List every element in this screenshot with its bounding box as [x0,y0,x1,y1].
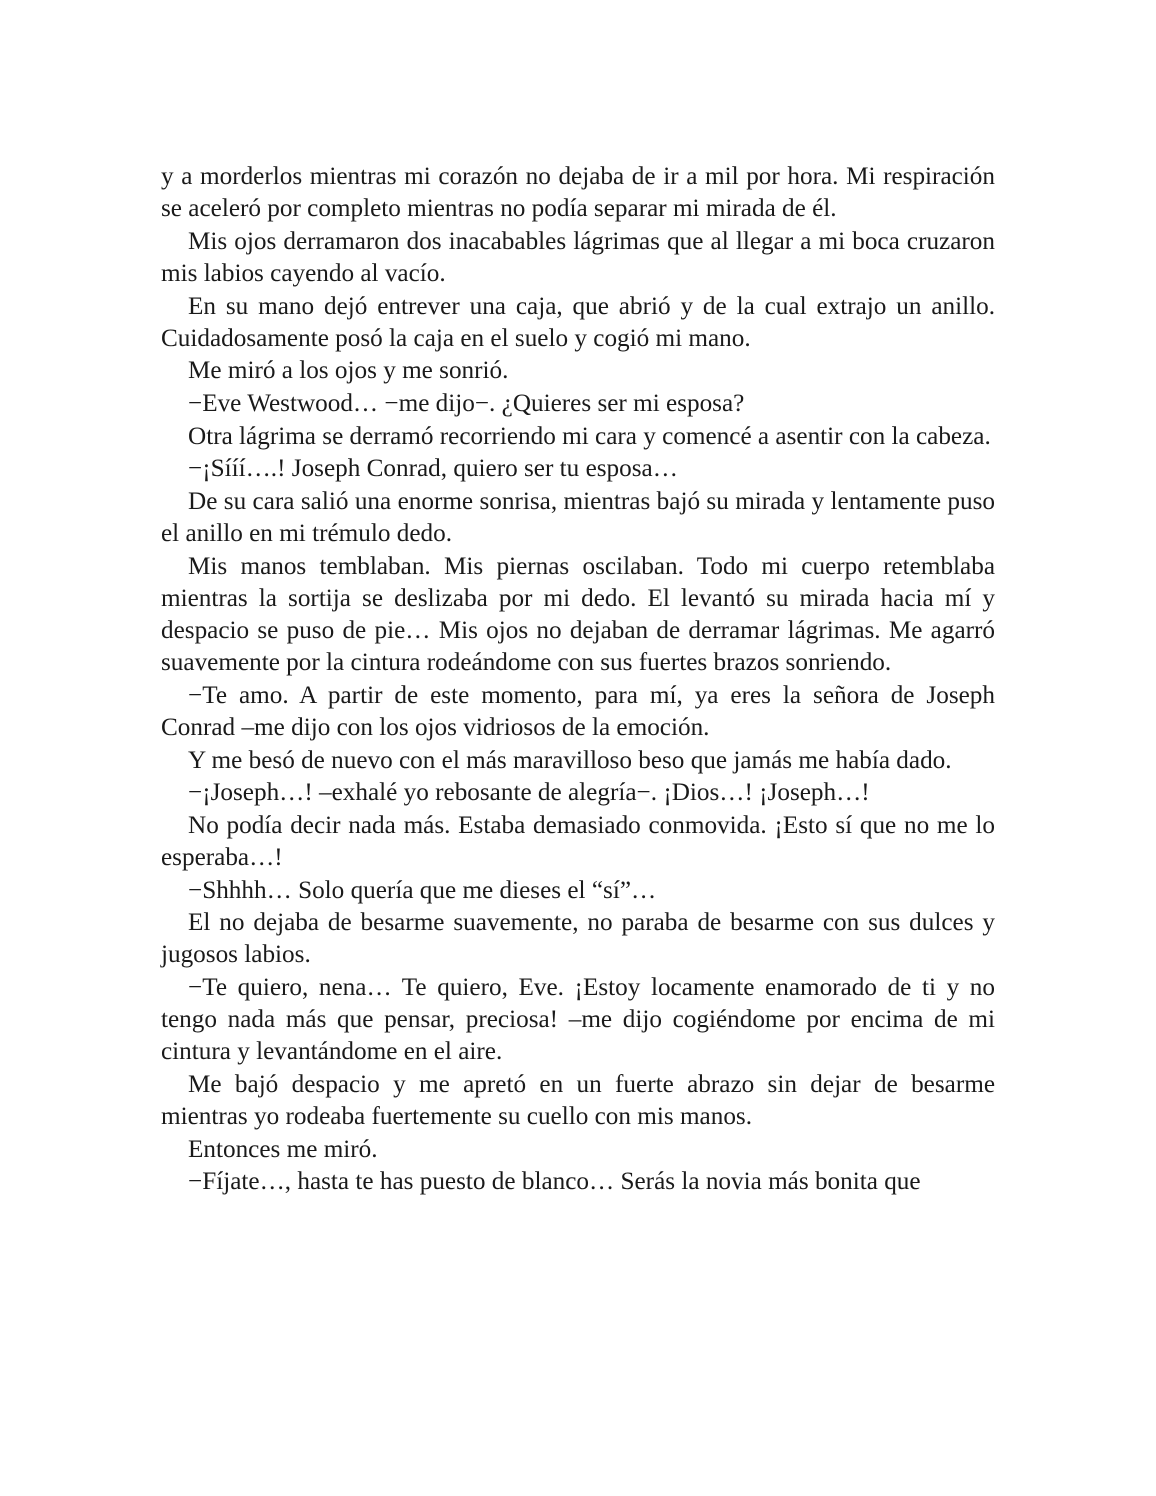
paragraph-5: −Eve Westwood… −me dijo−. ¿Quieres ser mi esposa? [188,389,745,417]
paragraph-6: Otra lágrima se derramó recorriendo mi cara y comencé a asentir con la cabeza. [188,422,991,450]
paragraph-10: −Te amo. A partir de este momento, para mí, ya eres la señora de Joseph Conrad –me dijo con los ojos vidriosos de la emoción. [161,681,995,741]
paragraph-12: −¡Joseph…! –exhalé yo rebosante de alegría−. ¡Dios…! ¡Joseph…! [188,779,870,807]
paragraph-8: De su cara salió una enorme sonrisa, mientras bajó su mirada y lentamente puso el anillo en mi trémulo dedo. [161,487,995,547]
paragraph-18: Entonces me miró. [188,1135,378,1163]
paragraph-9: Mis manos temblaban. Mis piernas oscilaban. Todo mi cuerpo retemblaba mientras la sortija se deslizaba por mi dedo. El levantó su mirada hacia mí y despacio se puso de pie… Mis ojos no dejaban de derramar lágrimas. Me agarró suavemente por la cintura rodeándome con sus fuertes brazos sonriendo. [161,552,995,677]
paragraph-4: Me miró a los ojos y me sonrió. [188,357,509,385]
paragraph-19: −Fíjate…, hasta te has puesto de blanco… Serás la novia más bonita que [188,1168,921,1196]
paragraph-14: −Shhhh… Solo quería que me dieses el “sí”… [188,876,657,904]
paragraph-16: −Te quiero, nena… Te quiero, Eve. ¡Estoy locamente enamorado de ti y no tengo nada más que pensar, preciosa! –me dijo cogiéndome por encima de mi cintura y levantándome en el aire. [161,973,995,1066]
paragraph-7: −¡Sííí….! Joseph Conrad, quiero ser tu esposa… [188,455,678,483]
paragraph-3: En su mano dejó entrever una caja, que abrió y de la cual extrajo un anillo. Cuidadosamente posó la caja en el suelo y cogió mi mano. [161,292,995,352]
paragraph-1: y a morderlos mientras mi corazón no dejaba de ir a mil por hora. Mi respiración se aceleró por completo mientras no podía separar mi mirada de él. [161,163,995,223]
page-body [161,161,995,1199]
paragraph-15: El no dejaba de besarme suavemente, no paraba de besarme con sus dulces y jugosos labios. [161,909,995,969]
paragraph-13: No podía decir nada más. Estaba demasiado conmovida. ¡Esto sí que no me lo esperaba…! [161,811,995,871]
paragraph-11: Y me besó de nuevo con el más maravilloso beso que jamás me había dado. [188,746,952,774]
paragraph-2: Mis ojos derramaron dos inacabables lágrimas que al llegar a mi boca cruzaron mis labios cayendo al vacío. [161,227,995,287]
paragraph-17: Me bajó despacio y me apretó en un fuerte abrazo sin dejar de besarme mientras yo rodeaba fuertemente su cuello con mis manos. [161,1070,995,1131]
